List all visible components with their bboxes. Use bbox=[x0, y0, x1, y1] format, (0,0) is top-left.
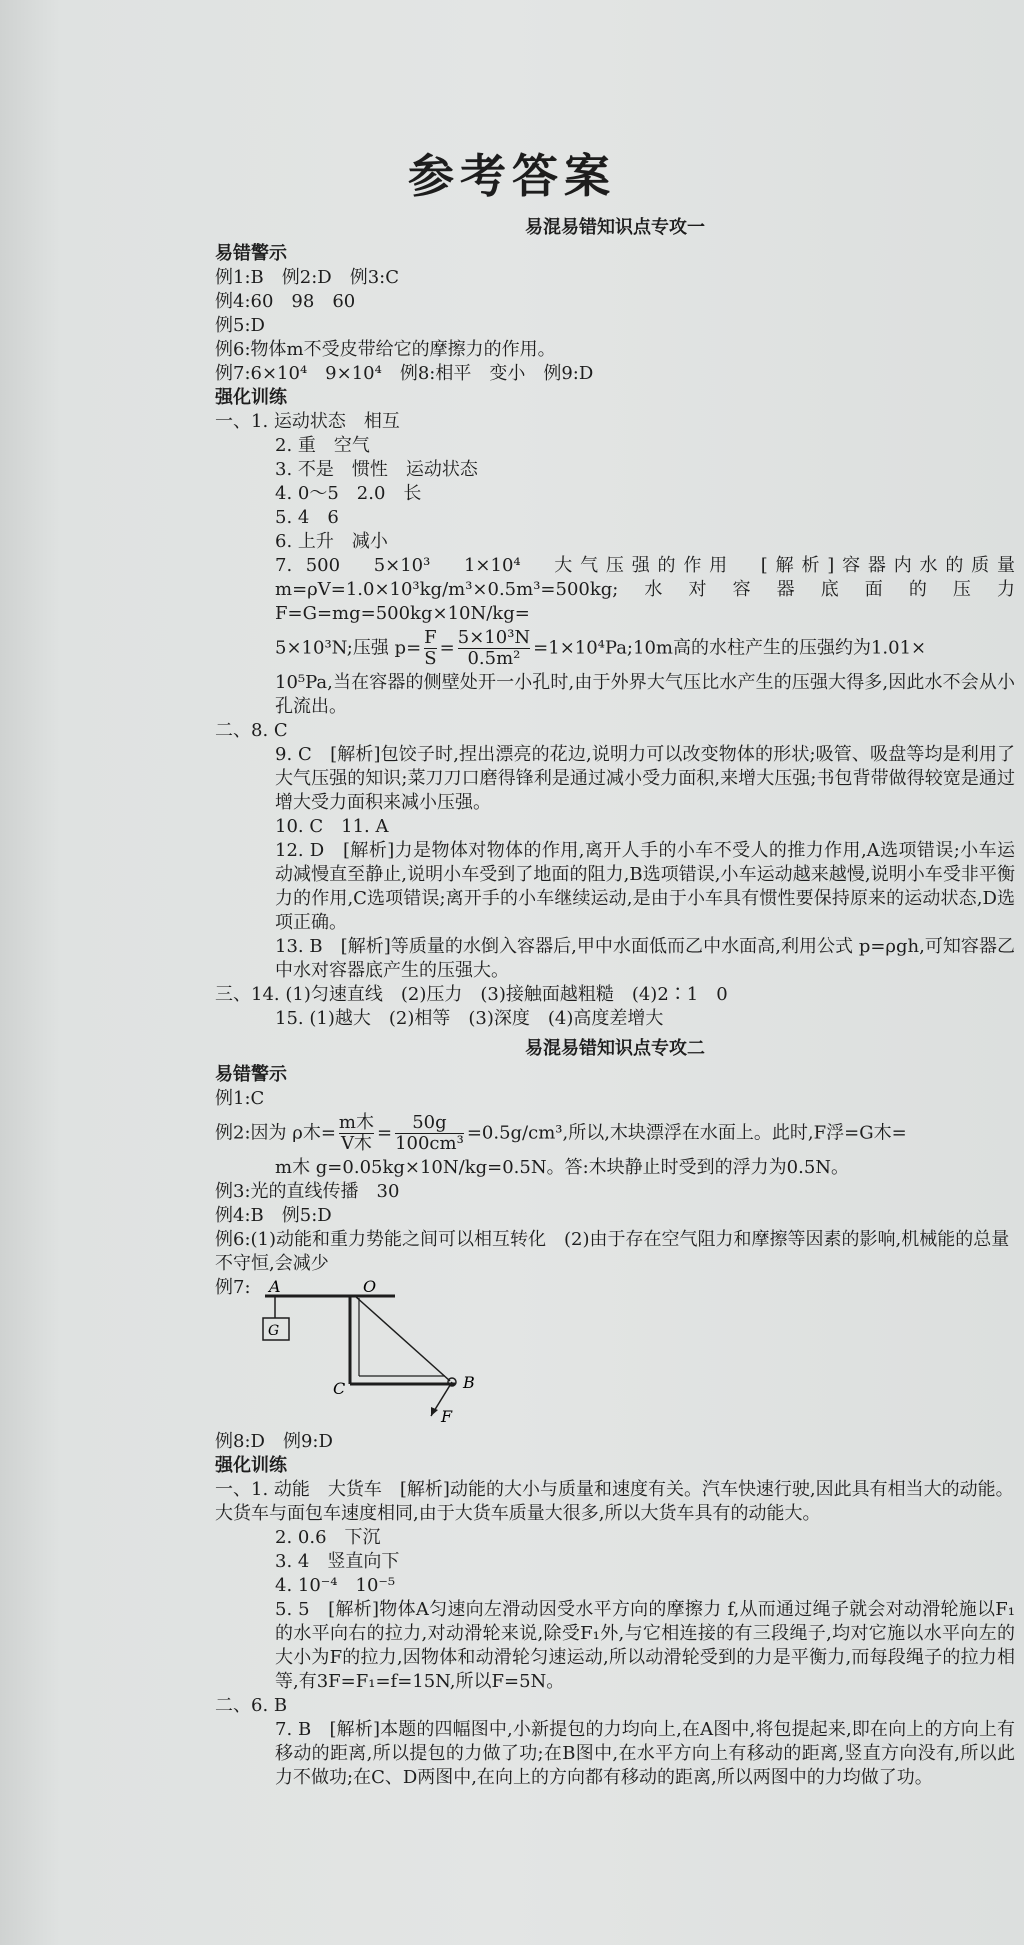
section-1-warning-heading: 易错警示 bbox=[215, 243, 287, 264]
s2-answer-4: 4. 10⁻⁴ 10⁻⁵ bbox=[275, 1575, 396, 1596]
s1-answer-12: 12. D [解析]力是物体对物体的作用,离开人手的小车不受人的推力作用,A选项错误;小车运动减慢直至静止,说明小车受到了地面的阻力,B选项错误,小车运动越来越慢,说明小车受非平衡力的作用,C选项错误;离开手的小车继续运动,是由于小车具有惯性要保持原来的运动状态,D选项正确。 bbox=[275, 840, 1015, 933]
s2-answer-6: 二、6. B bbox=[215, 1695, 288, 1716]
s1-answer-3: 3. 不是 惯性 运动状态 bbox=[275, 459, 478, 480]
label-a: A bbox=[269, 1277, 281, 1296]
s1-answer-15: 15. (1)越大 (2)相等 (3)深度 (4)高度差增大 bbox=[275, 1008, 664, 1029]
s2-answer-1: 一、1. 动能 大货车 [解析]动能的大小与质量和速度有关。汽车快速行驶,因此具有相当大的动能。大货车与面包车速度相同,由于大货车质量大很多,所以大货车具有的动能大。 bbox=[215, 1479, 1014, 1524]
s1-answer-14: 三、14. (1)匀速直线 (2)压力 (3)接触面越粗糙 (4)2∶1 0 bbox=[215, 984, 728, 1005]
answer-content bbox=[215, 210, 1015, 1790]
s1-answer-10-11: 10. C 11. A bbox=[275, 816, 389, 837]
s1-answer-7-part-1: 7. 500 5×10³ 1×10⁴ 大气压强的作用 [解析]容器内水的质量 m=ρV=1.0×10³kg/m³×0.5m³=500kg;水对容器底面的压力 F=G=mg=500kg×10N/kg= bbox=[275, 555, 1015, 624]
section-2-training-heading: 强化训练 bbox=[215, 1455, 287, 1476]
s1-warn-line-5: 例7:6×10⁴ 9×10⁴ 例8:相平 变小 例9:D bbox=[215, 363, 594, 384]
s2-warn-line-4: 例4:B 例5:D bbox=[215, 1205, 332, 1226]
lever-diagram bbox=[255, 1276, 515, 1426]
s1-answer-13: 13. B [解析]等质量的水倒入容器后,甲中水面低而乙中水面高,利用公式 p=ρgh,可知容器乙中水对容器底产生的压强大。 bbox=[275, 936, 1015, 981]
s2-warn-line-3: 例3:光的直线传播 30 bbox=[215, 1181, 400, 1202]
section-2-heading: 易混易错知识点专攻二 bbox=[525, 1038, 705, 1059]
label-b: B bbox=[463, 1373, 475, 1392]
s2-warn-line-8: 例8:D 例9:D bbox=[215, 1431, 333, 1452]
s1-answer-7-part-2: 5×10³N;压强 p= $\frac{F}{S}$ = $\frac{\text{5×10³N}}{\text{0.5m²}}$ =1×10⁴Pa;10m高的水柱产生的压强约为1.01× bbox=[275, 627, 927, 669]
s2-warn-line-2: 例2:因为 ρ木= $\frac{\text{m木}}{\text{V木}}$ = $\frac{50g}{\text{100cm³}}$ =0.5g/cm³,所以,木块漂浮在水面上。此时,F浮=G木= bbox=[215, 1112, 907, 1154]
section-1-training-heading: 强化训练 bbox=[215, 387, 287, 408]
label-f: F bbox=[441, 1407, 453, 1426]
s1-answer-8: 二、8. C bbox=[215, 720, 288, 741]
density-fraction-2: $\frac{50g}{\text{100cm³}}$ bbox=[395, 1112, 464, 1154]
s1-warn-line-2: 例4:60 98 60 bbox=[215, 291, 356, 312]
s2-warn-line-6: 例6:(1)动能和重力势能之间可以相互转化 (2)由于存在空气阻力和摩擦等因素的影响,机械能的总量不守恒,会减少 bbox=[215, 1229, 1010, 1274]
label-c: C bbox=[333, 1379, 346, 1398]
s2-warn-line-1: 例1:C bbox=[215, 1088, 265, 1109]
pressure-fraction-1: $\frac{F}{S}$ bbox=[424, 627, 437, 669]
s1-answer-5: 5. 4 6 bbox=[275, 507, 339, 528]
label-o: O bbox=[363, 1277, 377, 1296]
s1-answer-4: 4. 0～5 2.0 长 bbox=[275, 483, 422, 504]
lever-figure bbox=[255, 1276, 515, 1426]
s2-warn-line-7: 例7: bbox=[215, 1277, 251, 1298]
s1-answer-6: 6. 上升 减小 bbox=[275, 531, 388, 552]
s2-answer-2: 2. 0.6 下沉 bbox=[275, 1527, 381, 1548]
section-2-warning-heading: 易错警示 bbox=[215, 1064, 287, 1085]
page-title: 参考答案 bbox=[408, 149, 616, 203]
s2-warn-line-2b: m木 g=0.05kg×10N/kg=0.5N。答:木块静止时受到的浮力为0.5N。 bbox=[275, 1157, 850, 1178]
s1-answer-2: 2. 重 空气 bbox=[275, 435, 370, 456]
density-fraction-1: $\frac{\text{m木}}{\text{V木}}$ bbox=[338, 1112, 374, 1154]
s2-answer-5: 5. 5 [解析]物体A匀速向左滑动因受水平方向的摩擦力 f,从而通过绳子就会对动滑轮施以F₁的水平向右的拉力,对动滑轮来说,除受F₁外,与它相连接的有三段绳子,均对它施以水平向左的大小为F的拉力,因物体和动滑轮匀速运动,所以动滑轮受到的力是平衡力,而每段绳子的拉力相等,有3F=F₁=f=15N,所以F=5N。 bbox=[275, 1599, 1015, 1692]
s2-answer-3: 3. 4 竖直向下 bbox=[275, 1551, 400, 1572]
s1-answer-1: 一、1. 运动状态 相互 bbox=[215, 411, 400, 432]
pressure-fraction-2: $\frac{\text{5×10³N}}{\text{0.5m²}}$ bbox=[457, 627, 531, 669]
s1-warn-line-1: 例1:B 例2:D 例3:C bbox=[215, 267, 399, 288]
label-g: G bbox=[268, 1323, 280, 1339]
s1-warn-line-4: 例6:物体m不受皮带给它的摩擦力的作用。 bbox=[215, 339, 556, 360]
s2-answer-7: 7. B [解析]本题的四幅图中,小新提包的力均向上,在A图中,将包提起来,即在向上的方向上有移动的距离,所以提包的力做了功;在B图中,在水平方向上有移动的距离,竖直方向没有,所以此力不做功;在C、D两图中,在向上的方向都有移动的距离,所以两图中的力均做了功。 bbox=[275, 1719, 1015, 1788]
s1-answer-9: 9. C [解析]包饺子时,捏出漂亮的花边,说明力可以改变物体的形状;吸管、吸盘等均是利用了大气压强的知识;菜刀刀口磨得锋利是通过减小受力面积,来增大压强;书包背带做得较宽是通过增大受力面积来减小压强。 bbox=[275, 744, 1015, 813]
s1-answer-7-part-3: 10⁵Pa,当在容器的侧壁处开一小孔时,由于外界大气压比水产生的压强大得多,因此水不会从小孔流出。 bbox=[275, 672, 1015, 717]
section-1-heading: 易混易错知识点专攻一 bbox=[525, 217, 705, 238]
s1-warn-line-3: 例5:D bbox=[215, 315, 265, 336]
